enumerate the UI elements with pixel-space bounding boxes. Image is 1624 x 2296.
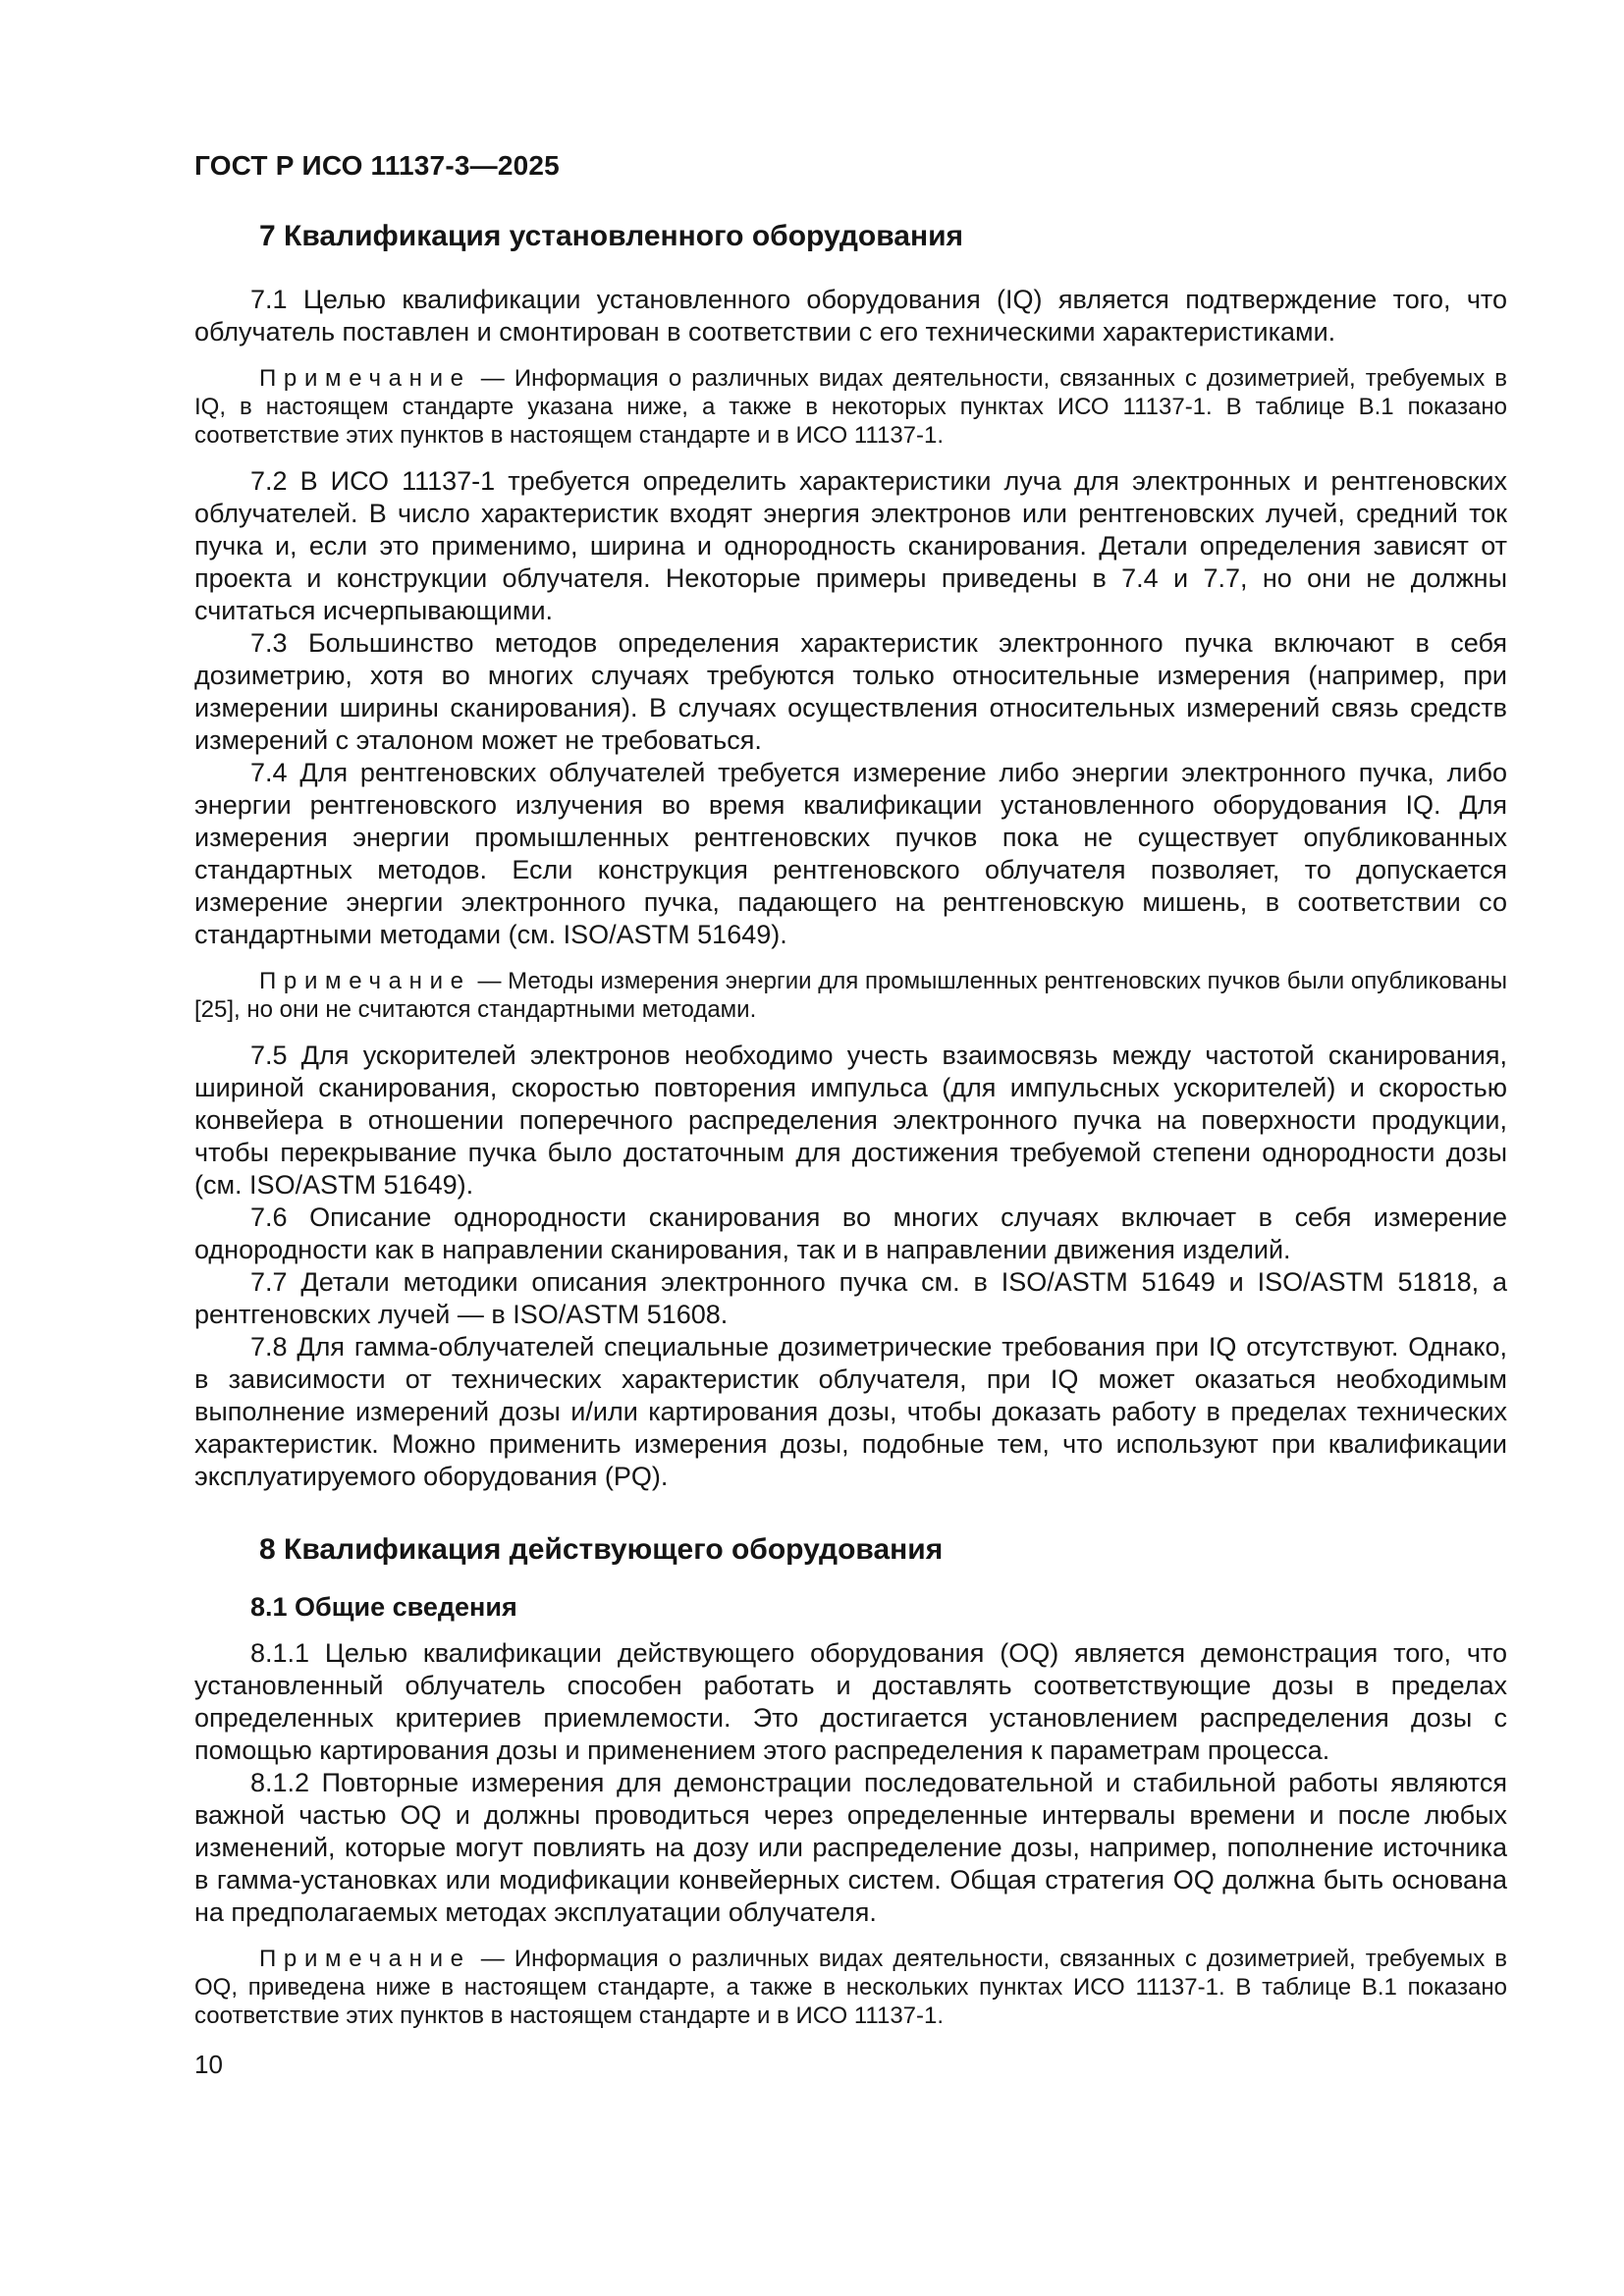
section-8-1-title: 8.1 Общие сведения — [250, 1592, 517, 1622]
paragraph-8-1-1: 8.1.1 Целью квалификации действующего оборудования (OQ) является демонстрация того, что установленный облучатель способен работать и доставлять соответствующие дозы в пределах определенных критериев приемлемости. Это достигается установлением распределения дозы с помощью картирования дозы и применением этого распределения к параметрам процесса. — [194, 1638, 1507, 1765]
note-text: — Методы измерения энергии для промышленных рентгеновских пучков были опубликованы [25], но они не считаются стандартными методами. — [194, 968, 1508, 1023]
paragraph-7-7: 7.7 Детали методики описания электронного пучка см. в ISO/ASTM 51649 и ISO/ASTM 51818, а рентгеновских лучей — в ISO/ASTM 51608. — [194, 1267, 1507, 1329]
note-text: — Информация о различных видах деятельности, связанных с дозиметрией, требуемых в OQ, приведена ниже в настоящем стандарте, а также в нескольких пунктах ИСО 11137-1. В таблице В.1 показано соответствие этих пунктов в настоящем стандарте и в ИСО 11137-1. — [194, 1946, 1507, 2029]
note-7-1 — [194, 364, 1507, 450]
note-7-4 — [194, 967, 1507, 1024]
page-content — [194, 149, 1507, 2079]
page-number: 10 — [194, 2050, 223, 2079]
paragraph-7-1: 7.1 Целью квалификации установленного оборудования (IQ) является подтверждение того, что облучатель поставлен и смонтирован в соответствии с его техническими характеристиками. — [194, 285, 1507, 347]
note-label: Примечание — [259, 365, 471, 392]
note-label: Примечание — [259, 1946, 471, 1972]
doc-header: ГОСТ Р ИСО 11137-3—2025 — [194, 150, 560, 181]
paragraph-7-6: 7.6 Описание однородности сканирования во многих случаях включает в себя измерение однородности как в направлении сканирования, так и в направлении движения изделий. — [194, 1202, 1507, 1264]
paragraph-7-8: 7.8 Для гамма-облучателей специальные дозиметрические требования при IQ отсутствуют. Однако, в зависимости от технических характеристик облучателя, при IQ может оказаться необходимым выполнение измерений дозы и/или картирования дозы, чтобы доказать работу в пределах технических характеристик. Можно применить измерения дозы, подобные тем, что используют при квалификации эксплуатируемого оборудования (PQ). — [194, 1332, 1507, 1491]
note-8-1 — [194, 1945, 1507, 2030]
section-8-title: 8 Квалификация действующего оборудования — [259, 1533, 944, 1566]
note-text: — Информация о различных видах деятельности, связанных с дозиметрией, требуемых в IQ, в настоящем стандарте указана ниже, а также в некоторых пунктах ИСО 11137-1. В таблице В.1 показано соответствие этих пунктов в настоящем стандарте и в ИСО 11137-1. — [194, 365, 1507, 449]
paragraph-8-1-2: 8.1.2 Повторные измерения для демонстрации последовательной и стабильной работы являются важной частью OQ и должны проводиться через определенные интервалы времени и после любых изменений, которые могут повлиять на дозу или распределение дозы, например, пополнение источника в гамма-установках или модификации конвейерных систем. Общая стратегия OQ должна быть основана на предполагаемых методах эксплуатации облучателя. — [194, 1768, 1507, 1927]
section-7-title: 7 Квалификация установленного оборудования — [259, 220, 964, 252]
paragraph-7-2: 7.2 В ИСО 11137-1 требуется определить характеристики луча для электронных и рентгеновских облучателей. В число характеристик входят энергия электронов или рентгеновских лучей, средний ток пучка и, если это применимо, ширина и однородность сканирования. Детали определения зависят от проекта и конструкции облучателя. Некоторые примеры приведены в 7.4 и 7.7, но они не должны считаться исчерпывающими. — [194, 466, 1507, 625]
paragraph-7-3: 7.3 Большинство методов определения характеристик электронного пучка включают в себя дозиметрию, хотя во многих случаях требуются только относительные измерения (например, при измерении ширины сканирования). В случаях осуществления относительных измерений связь средств измерений с эталоном может не требоваться. — [194, 628, 1507, 755]
paragraph-7-4: 7.4 Для рентгеновских облучателей требуется измерение либо энергии электронного пучка, либо энергии рентгеновского излучения во время квалификации установленного оборудования IQ. Для измерения энергии промышленных рентгеновских пучков пока не существует опубликованных стандартных методов. Если конструкция рентгеновского облучателя позволяет, то допускается измерение энергии электронного пучка, падающего на рентгеновскую мишень, в соответствии со стандартными методами (см. ISO/ASTM 51649). — [194, 758, 1507, 949]
note-label: Примечание — [259, 968, 471, 994]
paragraph-7-5: 7.5 Для ускорителей электронов необходимо учесть взаимосвязь между частотой сканирования, шириной сканирования, скоростью повторения импульса (для импульсных ускорителей) и скоростью конвейера в отношении поперечного распределения электронного пучка на поверхности продукции, чтобы перекрывание пучка было достаточным для достижения требуемой степени однородности дозы (см. ISO/ASTM 51649). — [194, 1041, 1507, 1200]
